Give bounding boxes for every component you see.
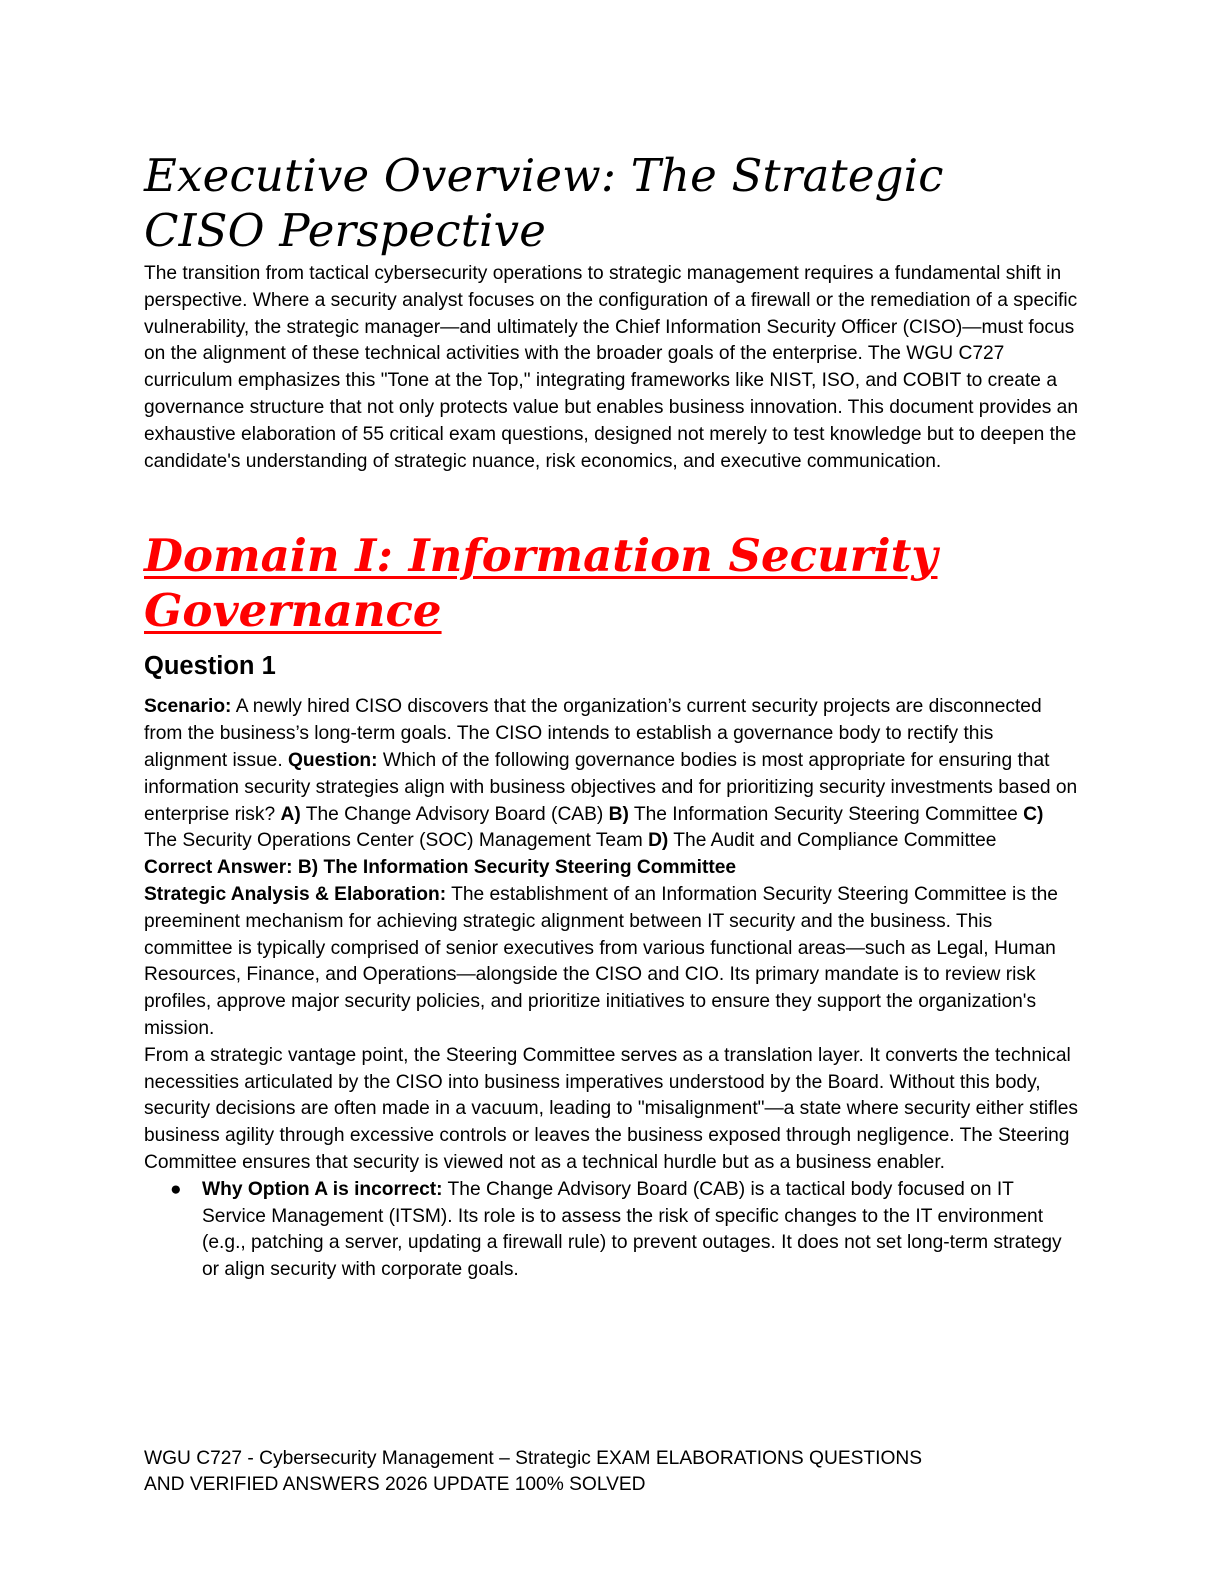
option-c-text: The Security Operations Center (SOC) Management Team (144, 830, 649, 852)
question-label: Question: (287, 749, 378, 771)
question-body (144, 694, 1080, 855)
correct-answer-text: Correct Answer: B) The Information Security Steering Committee (144, 857, 737, 879)
page-footer (144, 1446, 1080, 1498)
analysis-paragraph (144, 882, 1080, 1043)
option-c-label: C) (1023, 803, 1044, 825)
executive-overview-title (144, 148, 1080, 258)
reason-list-item (144, 1177, 1080, 1284)
analysis-paragraph-2: From a strategic vantage point, the Steering Committee serves as a translation layer. It converts the technical necessities articulated by the CISO into business imperatives understood by the Board. Without this body, security decisions are often made in a vacuum, leading to "misalignment"—a state where security either stifles business agility through excessive controls or leaves the business exposed through negligence. The Steering Committee ensures that security is viewed not as a technical hurdle but as a business enabler. (144, 1044, 1078, 1173)
question-text: Which of the following governance bodies is most appropriate for ensuring that information security strategies align with business objectives and for prioritizing security investments based on enterprise risk? (144, 749, 1078, 825)
correct-answer (144, 855, 1080, 882)
title-line-1: Executive Overview: The Strategic (144, 149, 944, 202)
analysis-text: The establishment of an Information Security Steering Committee is the preeminent mechanism for achieving strategic alignment between IT security and the business. This committee is typically comprised of senior executives from various functional areas—such as Legal, Human Resources, Finance, and Operations—alongside the CISO and CIO. Its primary mandate is to review risk profiles, approve major security policies, and prioritize initiatives to ensure they support the organization's mission. (144, 883, 1058, 1039)
title-line-2: CISO Perspective (144, 204, 547, 257)
scenario-label: Scenario: (144, 696, 232, 718)
reason-label: Why Option A is incorrect: (202, 1178, 443, 1200)
option-b-label: B) (608, 803, 629, 825)
reason-text: The Change Advisory Board (CAB) is a tactical body focused on IT Service Management (ITSM). Its role is to assess the risk of specific changes to the IT environment (e.g., patching a server, updating a firewall rule) to prevent outages. It does not set long-term strategy or align security with corporate goals. (202, 1178, 1062, 1281)
analysis-label: Strategic Analysis & Elaboration: (144, 883, 447, 905)
domain-heading (144, 528, 1080, 638)
domain-heading-line-2: Governance (144, 584, 442, 638)
bullet-icon: ● (170, 1178, 182, 1200)
option-d-text: The Audit and Compliance Committee (668, 830, 997, 852)
reasons-list (144, 1177, 1080, 1284)
scenario-text: A newly hired CISO discovers that the organization’s current security projects are disconnected from the business’s long-term goals. The CISO intends to establish a governance body to rectify this alignment issue. (144, 696, 1042, 771)
intro-paragraph: The transition from tactical cybersecurity operations to strategic management requires a fundamental shift in perspective. Where a security analyst focuses on the configuration of a firewall or the remediation of a specific vulnerability, the strategic manager—and ultimately the Chief Information Security Officer (CISO)—must focus on the alignment of these technical activities with the broader goals of the enterprise. The WGU C727 curriculum emphasizes this "Tone at the Top," integrating frameworks like NIST, ISO, and COBIT to create a governance structure that not only protects value but enables business innovation. This document provides an exhaustive elaboration of 55 critical exam questions, designed not merely to test knowledge but to deepen the candidate's understanding of strategic nuance, risk economics, and executive communication. (144, 263, 1079, 472)
page-content (144, 148, 1080, 1284)
option-d-label: D) (648, 830, 669, 852)
option-b-text: The Information Security Steering Committee (628, 803, 1024, 825)
option-a-text: The Change Advisory Board (CAB) (300, 803, 609, 825)
footer-line-1: WGU C727 - Cybersecurity Management – Strategic EXAM ELABORATIONS QUESTIONS (144, 1448, 923, 1469)
footer-line-2: AND VERIFIED ANSWERS 2026 UPDATE 100% SOLVED (144, 1474, 646, 1495)
option-a-label: A) (280, 803, 301, 825)
domain-heading-line-1: Domain I: Information Security (144, 529, 938, 583)
question-heading: Question 1 (144, 652, 276, 681)
